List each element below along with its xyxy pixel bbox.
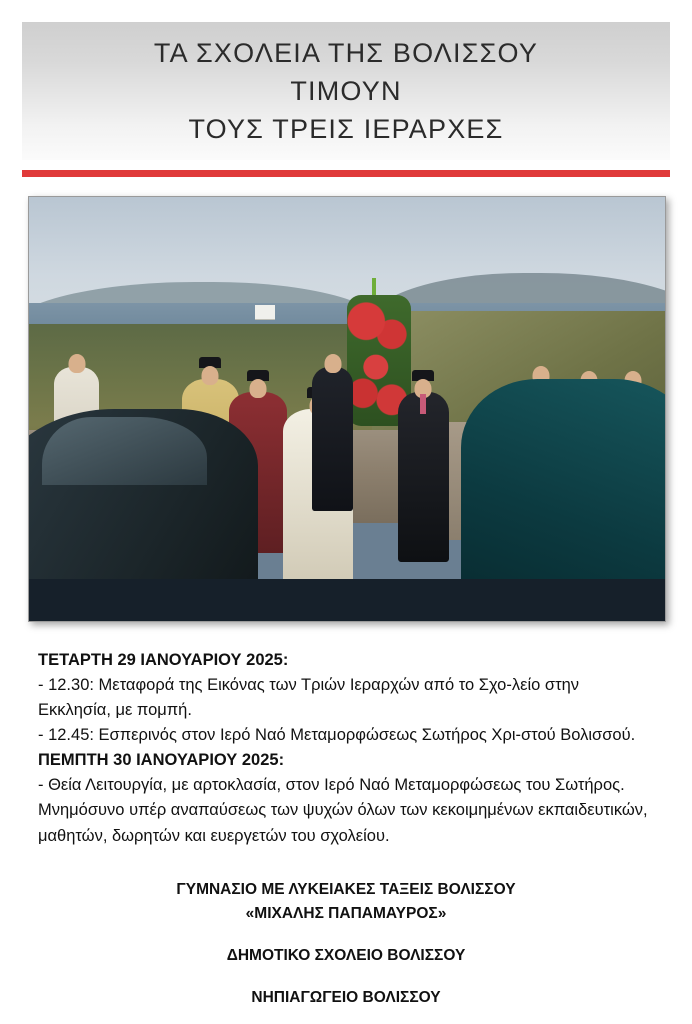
header-banner	[22, 22, 670, 160]
title-line-1: ΤΑ ΣΧΟΛΕΙΑ ΤΗΣ ΒΟΛΙΣΣΟΥ	[153, 37, 539, 68]
footer-schools	[0, 878, 692, 1010]
title-line-3: ΤΟΥΣ ΤΡΕΙΣ ΙΕΡΑΡΧΕΣ	[188, 114, 504, 145]
footer-school-2: ΔΗΜΟΤΙΚΟ ΣΧΟΛΕΙΟ ΒΟΛΙΣΣΟΥ	[226, 947, 466, 965]
photo-foreground	[29, 579, 665, 621]
schedule-day1-item-2: - 12.45: Εσπερινός στον Ιερό Ναό Μεταμορφώσεως Σωτήρος Χρι-στού Βολισσού.	[38, 726, 636, 745]
schedule-day1-item-1: - 12.30: Μεταφορά της Εικόνας των Τριών Ιεραρχών από το Σχο-λείο στην Εκκλησία, με πομπή.	[38, 676, 580, 720]
procession-photo	[28, 196, 666, 622]
red-divider	[22, 170, 670, 177]
photo-car-left-window	[42, 417, 207, 485]
photo-figure-dark-1	[312, 367, 353, 511]
footer-school-3: ΝΗΠΙΑΓΩΓΕΙΟ ΒΟΛΙΣΣΟΥ	[251, 989, 441, 1007]
schedule-text	[38, 648, 656, 849]
schedule-day2-title: ΠΕΜΠΤΗ 30 ΙΑΝΟΥΑΡΙΟΥ 2025:	[38, 751, 285, 770]
footer-school-1-line-2: «ΜΙΧΑΛΗΣ ΠΑΠΑΜΑΥΡΟΣ»	[245, 905, 447, 923]
footer-school-1	[0, 878, 692, 926]
schedule-day2-item-1: - Θεία Λειτουργία, με αρτοκλασία, στον Ιερό Ναό Μεταμορφώσεως του Σωτήρος. Μνημόσυνο υπέρ αναπαύσεως των ψυχών όλων των κεκοιμημένων εκπαιδευτικών, μαθητών, δωρητών και ευεργετών του σχολείου.	[38, 776, 648, 845]
footer-school-1-line-1: ΓΥΜΝΑΣΙΟ ΜΕ ΛΥΚΕΙΑΚΕΣ ΤΑΞΕΙΣ ΒΟΛΙΣΣΟΥ	[176, 881, 516, 898]
photo-canvas	[29, 197, 665, 621]
title-line-2: ΤΙΜΟΥΝ	[290, 75, 402, 106]
page-title	[134, 34, 558, 149]
schedule-day1-title: ΤΕΤΑΡΤΗ 29 ΙΑΝΟΥΑΡΙΟΥ 2025:	[38, 651, 289, 669]
photo-white-chapel	[255, 305, 275, 319]
photo-figure-traditional-costume	[398, 392, 449, 562]
